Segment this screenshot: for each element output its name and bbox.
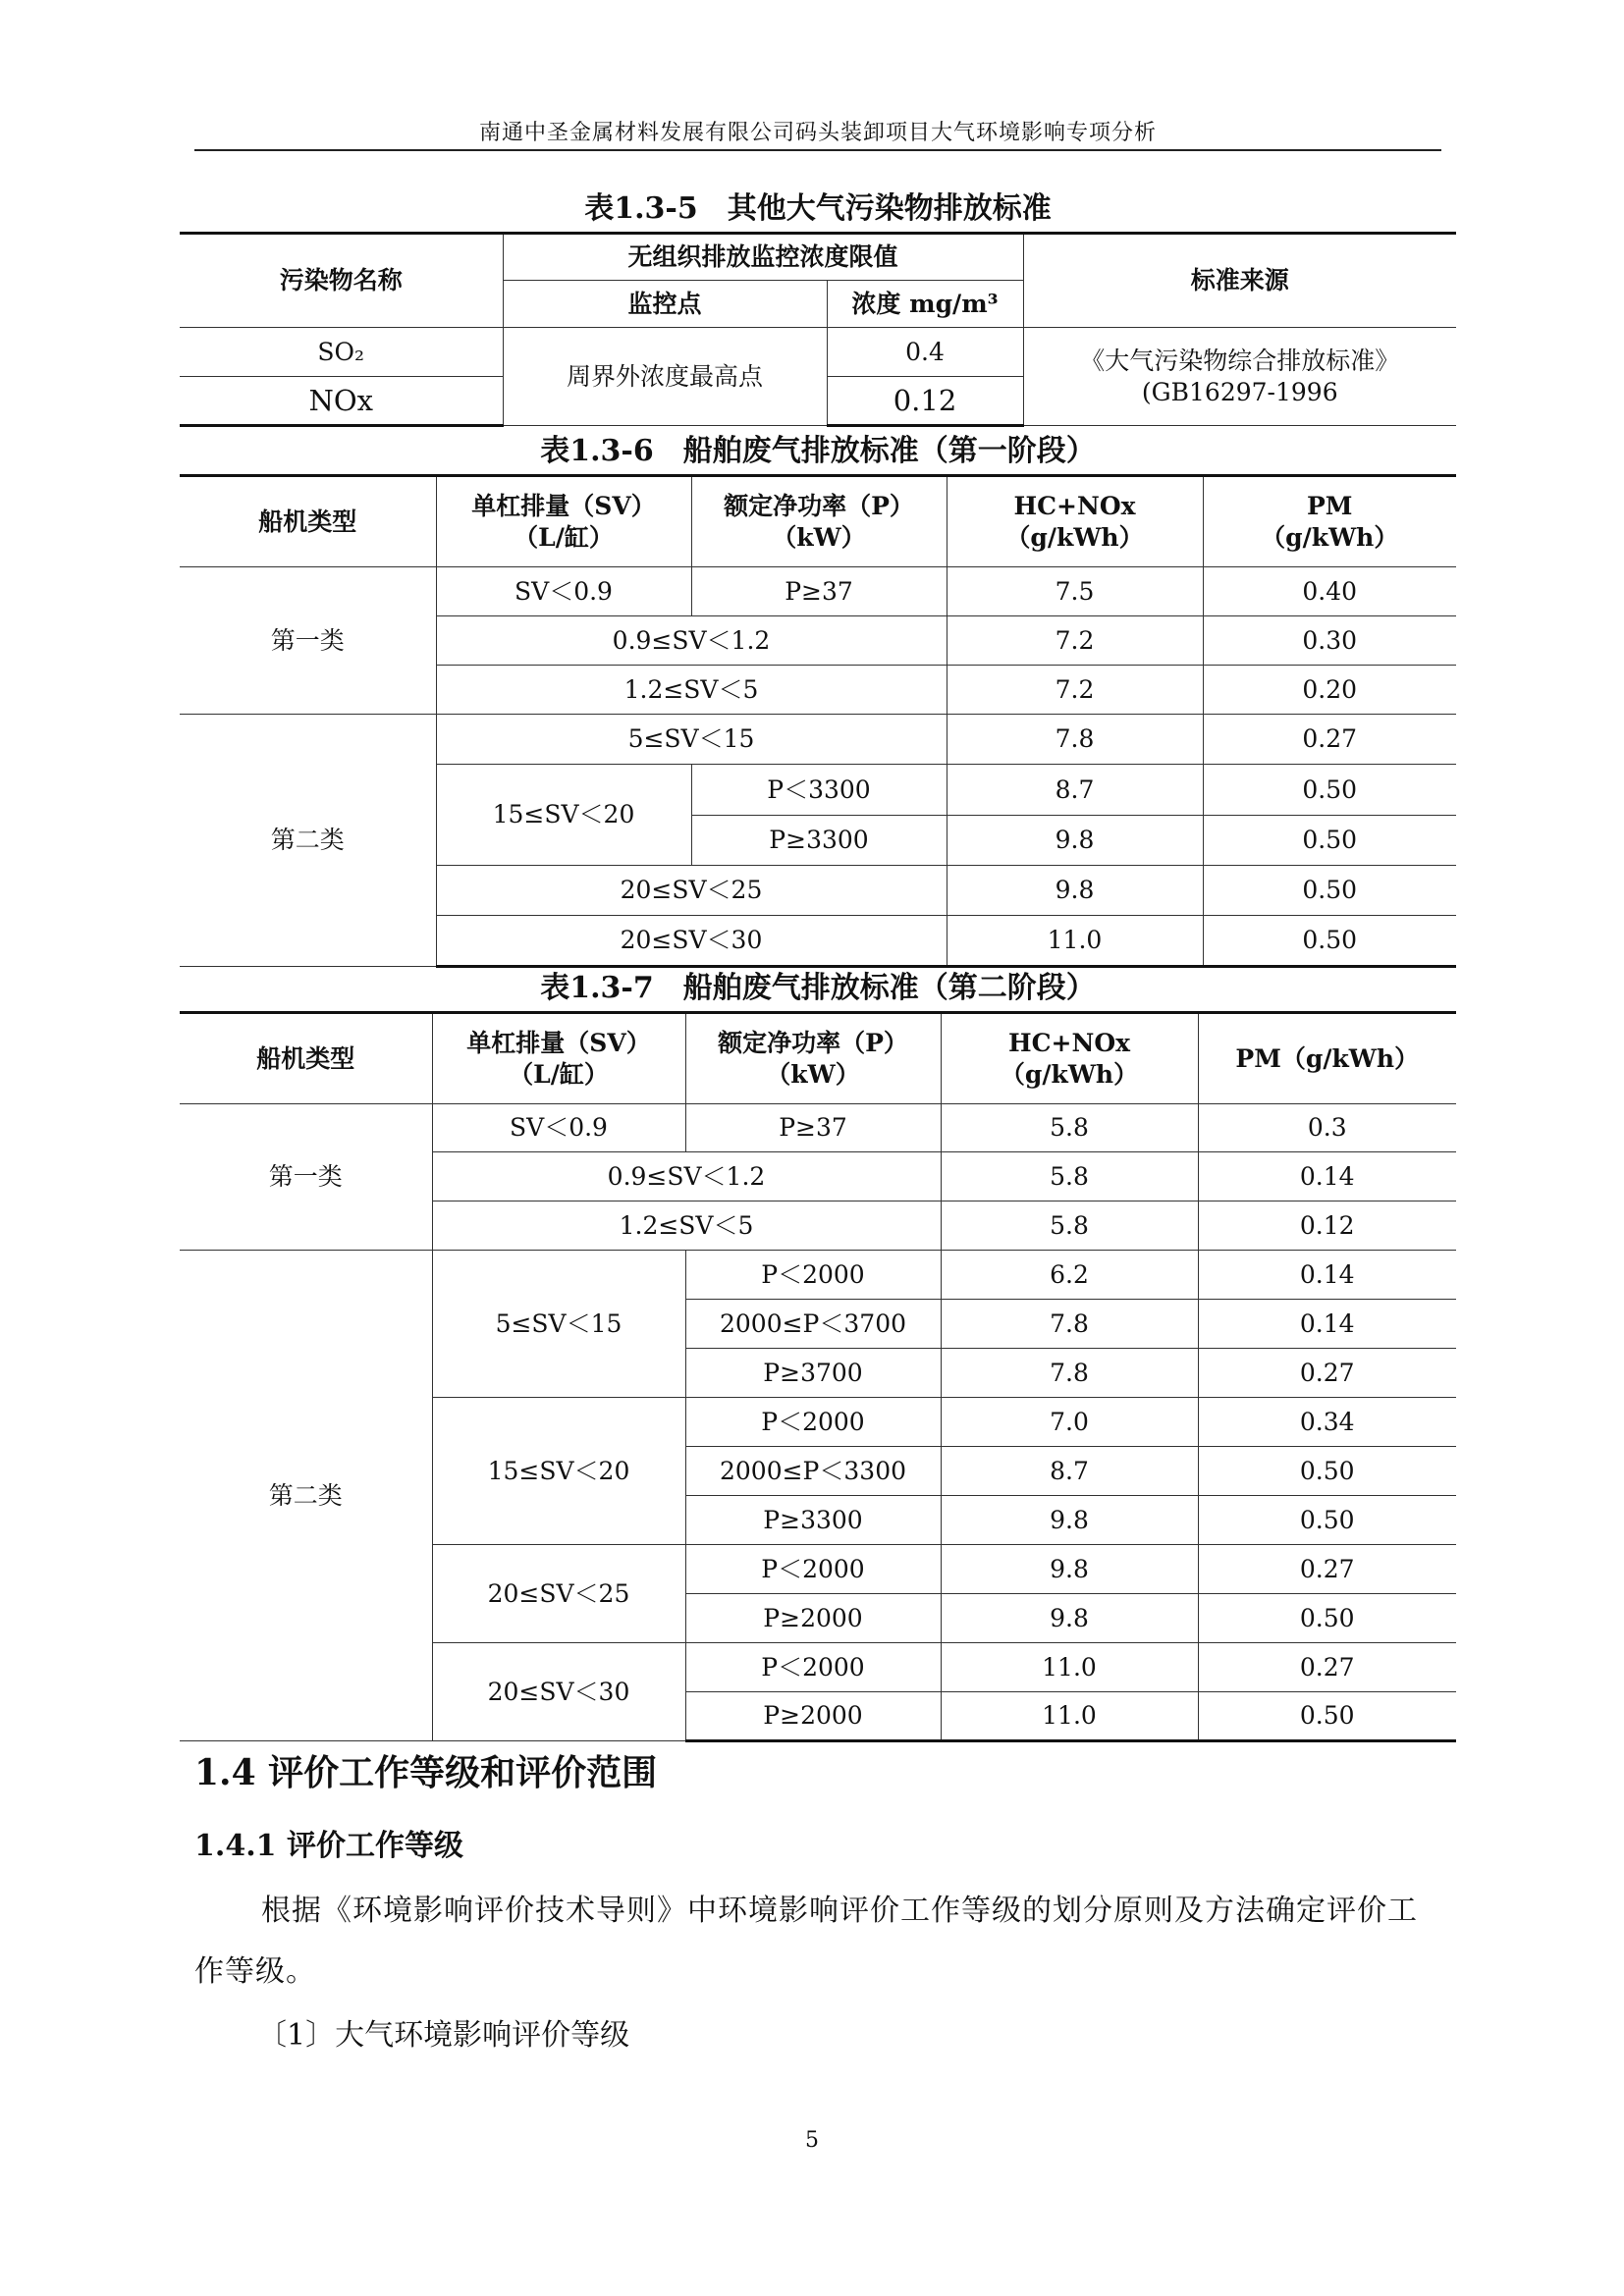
source-line-1: 《大气污染物综合排放标准》 xyxy=(1080,347,1400,376)
cell-pm: 0.3 xyxy=(1198,1104,1456,1152)
cell-power: P＜2000 xyxy=(685,1545,941,1594)
cell-hcnox: 6.2 xyxy=(941,1251,1198,1300)
page-header: 南通中圣金属材料发展有限公司码头装卸项目大气环境影响专项分析 xyxy=(478,121,1157,145)
header-rule xyxy=(194,149,1441,151)
cell-pm: 0.27 xyxy=(1203,715,1456,765)
cell-sv: 20≤SV＜25 xyxy=(432,1545,685,1643)
cell-hcnox: 9.8 xyxy=(941,1594,1198,1643)
list-item: 〔1〕大气环境影响评价等级 xyxy=(257,2018,630,2053)
cell-type: 第一类 xyxy=(180,567,436,715)
table-1-3-7-caption: 表1.3-7 船舶废气排放标准（第二阶段） xyxy=(540,971,1096,1005)
cell-hcnox: 7.8 xyxy=(947,715,1203,765)
cell-sv: 20≤SV＜30 xyxy=(436,916,947,967)
cell-pm: 0.50 xyxy=(1198,1496,1456,1545)
cell-source xyxy=(1023,328,1456,426)
header-power-line-2: （kW） xyxy=(772,522,866,552)
cell-pm: 0.50 xyxy=(1198,1692,1456,1741)
cell-pm: 0.27 xyxy=(1198,1545,1456,1594)
cell-hcnox: 7.8 xyxy=(941,1300,1198,1349)
cell-type: 第一类 xyxy=(180,1104,432,1251)
header-type: 船机类型 xyxy=(180,476,436,567)
header-hcnox-line-2: （g/kWh） xyxy=(1000,1059,1139,1089)
cell-pm: 0.27 xyxy=(1198,1643,1456,1692)
cell-sv: 20≤SV＜30 xyxy=(432,1643,685,1741)
cell-hcnox: 7.2 xyxy=(947,666,1203,715)
cell-pm: 0.50 xyxy=(1203,866,1456,916)
cell-hcnox: 7.5 xyxy=(947,567,1203,616)
header-sv xyxy=(432,1013,685,1104)
page-number: 5 xyxy=(805,2128,819,2153)
header-conc: 浓度 mg/m³ xyxy=(827,281,1023,328)
header-sv-line-1: 单杠排量（SV） xyxy=(471,492,656,521)
cell-power: 2000≤P＜3300 xyxy=(685,1447,941,1496)
header-hcnox xyxy=(947,476,1203,567)
cell-hcnox: 7.0 xyxy=(941,1398,1198,1447)
cell-hcnox: 5.8 xyxy=(941,1104,1198,1152)
cell-hcnox: 7.2 xyxy=(947,616,1203,666)
header-sv-line-1: 单杠排量（SV） xyxy=(466,1029,651,1058)
cell-pm: 0.50 xyxy=(1203,816,1456,866)
cell-type: 第二类 xyxy=(180,1251,432,1741)
cell-power: P≥3700 xyxy=(685,1349,941,1398)
cell-power: P＜2000 xyxy=(685,1251,941,1300)
cell-sv: 0.9≤SV＜1.2 xyxy=(436,616,947,666)
table-1-3-5 xyxy=(180,232,1456,427)
header-pm xyxy=(1203,476,1456,567)
cell-hcnox: 11.0 xyxy=(941,1643,1198,1692)
cell-sv: 20≤SV＜25 xyxy=(436,866,947,916)
cell-sv: 5≤SV＜15 xyxy=(432,1251,685,1398)
cell-pm: 0.20 xyxy=(1203,666,1456,715)
cell-hcnox: 8.7 xyxy=(941,1447,1198,1496)
body-paragraph: 根据《环境影响评价技术导则》中环境影响评价工作等级的划分原则及方法确定评价工作等级。 xyxy=(194,1894,1418,1989)
cell-power: P≥3300 xyxy=(691,816,947,866)
table-1-3-6-caption: 表1.3-6 船舶废气排放标准（第一阶段） xyxy=(540,434,1096,468)
cell-power: P≥3300 xyxy=(685,1496,941,1545)
cell-pm: 0.34 xyxy=(1198,1398,1456,1447)
cell-sv: 15≤SV＜20 xyxy=(432,1398,685,1545)
section-title: 1.4 评价工作等级和评价范围 xyxy=(194,1752,658,1793)
header-sv-line-2: （L/缸） xyxy=(514,522,614,552)
cell-point: 周界外浓度最高点 xyxy=(503,328,827,426)
cell-hcnox: 8.7 xyxy=(947,765,1203,816)
cell-hcnox: 9.8 xyxy=(947,866,1203,916)
cell-pollutant: SO₂ xyxy=(180,328,503,377)
header-source: 标准来源 xyxy=(1023,234,1456,328)
cell-hcnox: 5.8 xyxy=(941,1201,1198,1251)
header-hcnox-line-1: HC+NOx xyxy=(1008,1029,1130,1058)
header-hcnox-line-1: HC+NOx xyxy=(1013,492,1136,521)
header-power-line-1: 额定净功率（P） xyxy=(718,1029,908,1058)
header-pm-line-2: （g/kWh） xyxy=(1261,522,1399,552)
cell-pm: 0.14 xyxy=(1198,1300,1456,1349)
header-power-line-1: 额定净功率（P） xyxy=(724,492,914,521)
header-pm: PM（g/kWh） xyxy=(1198,1013,1456,1104)
subsection-title: 1.4.1 评价工作等级 xyxy=(194,1829,463,1863)
table-1-3-5-caption: 表1.3-5 其他大气污染物排放标准 xyxy=(584,191,1052,226)
cell-power: P≥2000 xyxy=(685,1594,941,1643)
cell-sv: SV＜0.9 xyxy=(436,567,691,616)
header-type: 船机类型 xyxy=(180,1013,432,1104)
header-pm-line-1: PM xyxy=(1307,492,1353,521)
header-pollutant: 污染物名称 xyxy=(180,234,503,328)
cell-pm: 0.50 xyxy=(1203,916,1456,967)
cell-type: 第二类 xyxy=(180,715,436,967)
cell-pm: 0.50 xyxy=(1203,765,1456,816)
cell-sv: 15≤SV＜20 xyxy=(436,765,691,866)
cell-hcnox: 7.8 xyxy=(941,1349,1198,1398)
header-point: 监控点 xyxy=(503,281,827,328)
cell-hcnox: 11.0 xyxy=(947,916,1203,967)
cell-hcnox: 11.0 xyxy=(941,1692,1198,1741)
source-line-2: (GB16297-1996 xyxy=(1141,377,1338,406)
cell-power: P≥2000 xyxy=(685,1692,941,1741)
cell-power: P＜2000 xyxy=(685,1643,941,1692)
cell-power: P≥37 xyxy=(685,1104,941,1152)
cell-power: 2000≤P＜3700 xyxy=(685,1300,941,1349)
table-1-3-7 xyxy=(180,1011,1456,1742)
cell-hcnox: 9.8 xyxy=(941,1496,1198,1545)
cell-sv: 0.9≤SV＜1.2 xyxy=(432,1152,941,1201)
cell-sv: 5≤SV＜15 xyxy=(436,715,947,765)
cell-pm: 0.50 xyxy=(1198,1447,1456,1496)
cell-pm: 0.14 xyxy=(1198,1152,1456,1201)
cell-pm: 0.40 xyxy=(1203,567,1456,616)
cell-pollutant: NOx xyxy=(180,377,503,426)
cell-hcnox: 9.8 xyxy=(947,816,1203,866)
cell-power: P＜3300 xyxy=(691,765,947,816)
cell-hcnox: 5.8 xyxy=(941,1152,1198,1201)
header-power-line-2: （kW） xyxy=(766,1059,860,1089)
header-hcnox xyxy=(941,1013,1198,1104)
cell-power: P≥37 xyxy=(691,567,947,616)
header-sv-line-2: （L/缸） xyxy=(509,1059,609,1089)
cell-pm: 0.30 xyxy=(1203,616,1456,666)
cell-pm: 0.14 xyxy=(1198,1251,1456,1300)
cell-conc: 0.4 xyxy=(827,328,1023,377)
header-sv xyxy=(436,476,691,567)
header-limit: 无组织排放监控浓度限值 xyxy=(503,234,1023,281)
cell-hcnox: 9.8 xyxy=(941,1545,1198,1594)
cell-pm: 0.27 xyxy=(1198,1349,1456,1398)
cell-sv: 1.2≤SV＜5 xyxy=(436,666,947,715)
cell-sv: SV＜0.9 xyxy=(432,1104,685,1152)
cell-pm: 0.50 xyxy=(1198,1594,1456,1643)
header-hcnox-line-2: （g/kWh） xyxy=(1005,522,1144,552)
cell-conc: 0.12 xyxy=(827,377,1023,426)
header-power xyxy=(691,476,947,567)
header-power xyxy=(685,1013,941,1104)
cell-pm: 0.12 xyxy=(1198,1201,1456,1251)
cell-sv: 1.2≤SV＜5 xyxy=(432,1201,941,1251)
table-1-3-6 xyxy=(180,474,1456,968)
cell-power: P＜2000 xyxy=(685,1398,941,1447)
